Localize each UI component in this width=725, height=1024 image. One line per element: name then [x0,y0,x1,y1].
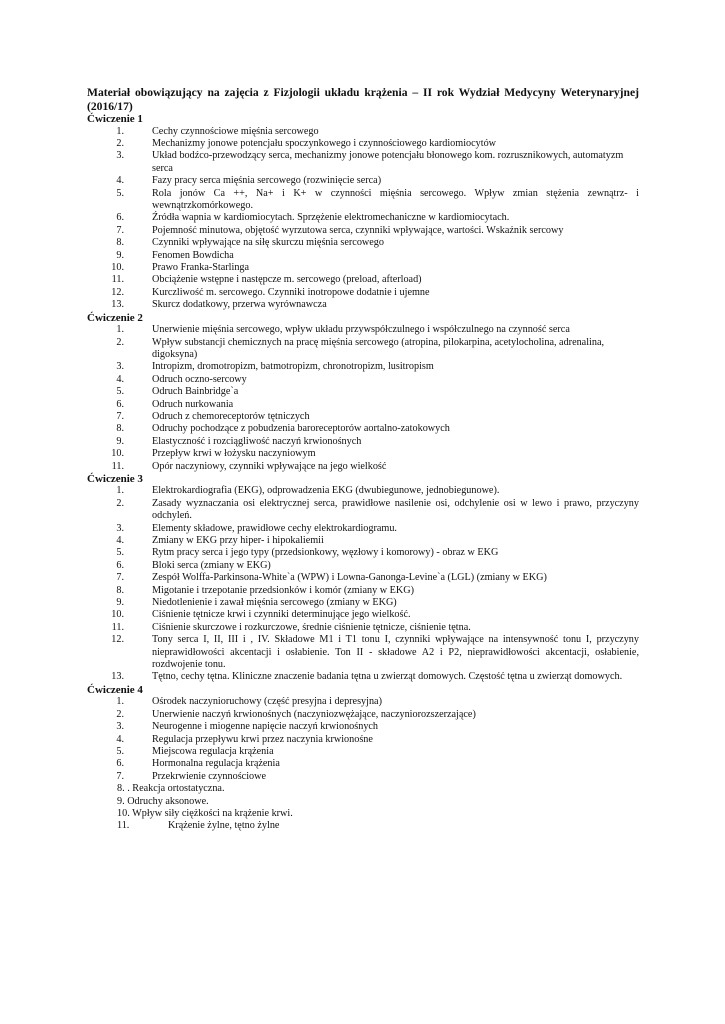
item-number: 4. [116,175,124,187]
item-number: 2. [116,138,124,149]
list-item [87,423,639,435]
item-number: 3. [116,721,124,733]
list-item [87,138,639,150]
list-item [87,250,639,262]
item-text: Układ bodźco-przewodzący serca, mechanizmy jonowe potencjału błonowego kom. rozrusznikowych, automatyzm serca [152,150,624,174]
section-list-4 [87,696,639,832]
item-number: 3. [116,150,124,162]
item-number: 12. [111,286,124,298]
list-item [87,436,639,448]
item-text: Fenomen Bowdicha [152,249,234,261]
list-item [87,399,639,411]
list-item [87,188,639,213]
item-text: Fazy pracy serca mięśnia sercowego (rozwinięcie serca) [152,175,382,187]
item-number: 10. [111,448,124,460]
item-text: Regulacja przepływu krwi przez naczynia krwionośne [152,733,373,745]
section-heading-4: Ćwiczenie 4 [87,683,143,696]
item-text: Wpływ siły ciężkości na krążenie krwi. [132,807,293,819]
list-item [87,671,639,683]
item-text: Opór naczyniowy, czynniki wpływające na jego wielkość [152,460,387,472]
list-item [87,585,639,597]
item-number: 6. [116,212,124,224]
item-number: 10. [111,262,124,274]
list-item [87,126,639,138]
section-list-3 [87,485,639,684]
list-item [87,287,639,299]
item-number: 2. [116,708,124,720]
list-item [87,622,639,634]
list-item [87,609,639,621]
list-item [87,274,639,286]
item-text: Kurczliwość m. sercowego. Czynniki inotropowe dodatnie i ujemne [152,286,430,298]
item-number: 1. [116,324,124,336]
list-item [87,808,639,820]
item-number: 5. [116,386,124,398]
item-number: 7. [116,410,124,422]
item-text: Bloki serca (zmiany w EKG) [152,559,271,571]
item-number: 2. [116,497,124,509]
item-text: Skurcz dodatkowy, przerwa wyrównawcza [152,299,327,311]
item-number: 9. [116,249,124,261]
list-item [87,734,639,746]
list-item [87,448,639,460]
item-number: 11. [111,460,124,472]
item-number: 5. [116,187,124,199]
list-item [87,498,639,523]
item-number: 7. [116,572,124,584]
item-text: Odruch nurkowania [152,398,234,410]
item-number: 9. [116,435,124,447]
item-text: Rytm pracy serca i jego typy (przedsionkowy, węzłowy i komorowy) - obraz w EKG [152,547,499,559]
document-title: Materiał obowiązujący na zajęcia z Fizjologii układu krążenia – II rok Wydział Medycyny Weterynaryjnej (2016/17) [87,86,639,113]
list-item [87,783,639,795]
item-number: 8. [116,584,124,596]
list-item [87,523,639,535]
section-list-2 [87,324,639,473]
list-item [87,709,639,721]
item-number: 4. [116,373,124,385]
item-number: 12. [111,634,124,646]
item-text: Obciążenie wstępne i następcze m. sercowego (preload, afterload) [152,274,422,286]
list-item [87,696,639,708]
item-number: 9. [117,795,125,807]
section-heading-2: Ćwiczenie 2 [87,311,143,324]
item-text: Ciśnienie skurczowe i rozkurczowe, średnie ciśnienie tętnicze, ciśnienie tętna. [152,621,471,633]
item-text: Intropizm, dromotropizm, batmotropizm, chronotropizm, lusitropism [152,361,434,373]
item-text: . Reakcja ortostatyczna. [127,783,225,795]
item-number: 5. [116,547,124,559]
item-number: 8. [116,423,124,435]
list-item [87,634,639,671]
item-text: Krążenie żylne, tętno żylne [168,820,280,832]
item-text: Zasady wyznaczania osi elektrycznej serca, prawidłowe nasilenie osi, odchylenie osi w lewo i prawo, przyczyny odchyleń. [152,497,639,522]
list-item [87,361,639,373]
item-number: 6. [116,758,124,770]
item-number: 6. [116,398,124,410]
section-heading-1: Ćwiczenie 1 [87,113,143,126]
item-number: 1. [116,485,124,497]
item-number: 8. [116,237,124,249]
list-item [87,212,639,224]
list-item [87,299,639,311]
item-text: Odruchy pochodzące z pobudzenia baroreceptorów aortalno-zatokowych [152,423,450,435]
item-text: Unerwienie mięśnia sercowego, wpływ układu przywspółczulnego i współczulnego na czynność serca [152,324,570,336]
list-item [87,175,639,187]
list-item [87,337,639,362]
item-text: Przepływ krwi w łożysku naczyniowym [152,448,316,460]
item-text: Neurogenne i miogenne napięcie naczyń krwionośnych [152,721,379,733]
item-number: 1. [116,696,124,708]
item-number: 5. [116,745,124,757]
section-heading-3: Ćwiczenie 3 [87,472,143,485]
list-item [87,547,639,559]
item-text: Elektrokardiografia (EKG), odprowadzenia EKG (dwubiegunowe, jednobiegunowe). [152,485,500,497]
item-number: 3. [116,361,124,373]
section-list-1 [87,126,639,312]
item-number: 11. [111,274,124,286]
item-text: Tony serca I, II, III i , IV. Składowe M1 i T1 tonu I, czynniki wpływające na intensywność tonu I, przyczyny nieprawidłowości akcentacji i osłabienie. Ton II - składowe A2 i P2, nieprawidłowości akcentacji, osłabienie, rozdwojenie tonu. [152,634,639,671]
item-number: 4. [116,733,124,745]
item-text: Unerwienie naczyń krwionośnych (naczyniozwężające, naczyniorozszerzające) [152,708,476,720]
list-item [87,771,639,783]
list-item [87,225,639,237]
list-item [87,820,639,832]
item-number: 7. [116,224,124,236]
item-number: 1. [116,125,124,137]
document-page [87,86,639,833]
item-text: Ośrodek naczynioruchowy (część presyjna i depresyjna) [152,696,382,708]
item-number: 10. [117,807,130,819]
item-text: Przekrwienie czynnościowe [152,770,266,782]
item-text: Niedotlenienie i zawał mięśnia sercowego (zmiany w EKG) [152,597,397,609]
item-text: Pojemność minutowa, objętość wyrzutowa serca, czynniki wpływające, wartości. Wskaźnik sercowy [152,224,564,236]
item-text: Elastyczność i rozciągliwość naczyń krwionośnych [152,435,362,447]
item-number: 11. [111,621,124,633]
item-text: Odruch oczno-sercowy [152,373,247,385]
item-text: Miejscowa regulacja krążenia [152,745,274,757]
item-text: Prawo Franka-Starlinga [152,262,250,274]
item-number: 13. [111,671,124,683]
list-item [87,560,639,572]
item-number: 10. [111,609,124,621]
item-number: 3. [116,522,124,534]
item-text: Ciśnienie tętnicze krwi i czynniki determinujące jego wielkość. [152,609,411,621]
item-text: Rola jonów Ca ++, Na+ i K+ w czynności mięśnia sercowego. Wpływ zmian stężenia zewnątrz- i wewnątrzkomórkowego. [152,187,639,212]
list-item [87,485,639,497]
item-number: 11. [117,820,130,832]
item-text: Odruch Bainbridge`a [152,386,239,398]
item-number: 8. [117,783,125,795]
list-item [87,386,639,398]
list-item [87,758,639,770]
list-item [87,324,639,336]
list-item [87,535,639,547]
item-text: Zespół Wolffa-Parkinsona-White`a (WPW) i Lowna-Ganonga-Levine`a (LGL) (zmiany w EKG) [152,572,547,584]
list-item [87,597,639,609]
list-item [87,237,639,249]
item-text: Odruch z chemoreceptorów tętniczych [152,410,310,422]
item-number: 4. [116,535,124,546]
list-item [87,572,639,584]
item-number: 7. [116,770,124,782]
item-text: Zmiany w EKG przy hiper- i hipokaliemii [152,535,324,546]
item-text: Odruchy aksonowe. [127,795,209,807]
list-item [87,374,639,386]
item-number: 2. [116,336,124,348]
list-item [87,461,639,473]
item-number: 9. [116,597,124,609]
item-text: Tętno, cechy tętna. Kliniczne znaczenie badania tętna u zwierząt domowych. Częstość tętna u zwierząt domowych. [152,671,623,683]
item-text: Cechy czynnościowe mięśnia sercowego [152,125,319,137]
item-text: Mechanizmy jonowe potencjału spoczynkowego i czynnościowego kardiomiocytów [152,138,497,149]
item-text: Hormonalna regulacja krążenia [152,758,280,770]
item-text: Migotanie i trzepotanie przedsionków i komór (zmiany w EKG) [152,584,414,596]
list-item [87,721,639,733]
list-item [87,150,639,175]
list-item [87,262,639,274]
item-text: Wpływ substancji chemicznych na pracę mięśnia sercowego (atropina, pilokarpina, acetylocholina, adrenalina, digoksyna) [152,336,605,360]
item-text: Elementy składowe, prawidłowe cechy elektrokardiogramu. [152,522,397,534]
item-text: Czynniki wpływające na siłę skurczu mięśnia sercowego [152,237,384,249]
list-item [87,796,639,808]
list-item [87,746,639,758]
list-item [87,411,639,423]
item-number: 6. [116,559,124,571]
item-number: 13. [111,299,124,311]
item-text: Źródła wapnia w kardiomiocytach. Sprzężenie elektromechaniczne w kardiomiocytach. [152,212,510,224]
